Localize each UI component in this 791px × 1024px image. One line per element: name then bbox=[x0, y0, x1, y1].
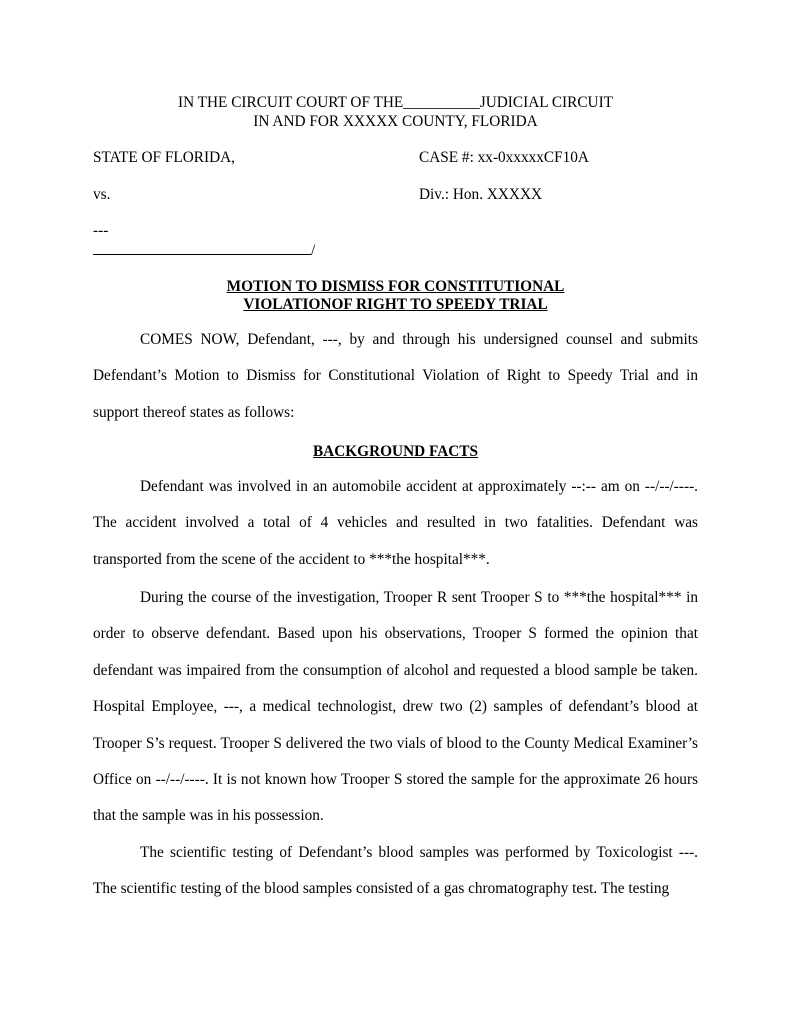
motion-title-line1: MOTION TO DISMISS FOR CONSTITUTIONAL bbox=[226, 278, 565, 295]
division-label: Div.: Hon. XXXXX bbox=[419, 186, 543, 203]
court-header-line2: IN AND FOR XXXXX COUNTY, FLORIDA bbox=[253, 113, 538, 130]
fact-paragraph-3: The scientific testing of Defendant’s blood samples was performed by Toxicologist ---. The scientific testing of the blood samples consisted of a gas chromatography test. The testing bbox=[93, 844, 698, 898]
versus-label: vs. bbox=[93, 186, 111, 203]
intro-paragraph: COMES NOW, Defendant, ---, by and through his undersigned counsel and submits Defendant’s Motion to Dismiss for Constitutional Violation of Right to Speedy Trial and in support thereof states as follows: bbox=[93, 331, 698, 421]
circuit-blank: __________ bbox=[403, 94, 480, 111]
section-heading: BACKGROUND FACTS bbox=[312, 443, 479, 460]
court-header-suffix: JUDICIAL CIRCUIT bbox=[479, 94, 614, 111]
court-header-prefix: IN THE CIRCUIT COURT OF THE bbox=[177, 94, 404, 111]
fact-paragraph-1: Defendant was involved in an automobile accident at approximately --:-- am on --/--/----. The accident involved a total of 4 vehicles and resulted in two fatalities. Defendant was transported from the scene of the accident to ***the hospital***. bbox=[93, 478, 698, 568]
caption-rule bbox=[93, 240, 311, 255]
caption-slash: / bbox=[311, 242, 316, 259]
motion-title-line2: VIOLATIONOF RIGHT TO SPEEDY TRIAL bbox=[243, 296, 548, 313]
case-number: CASE #: xx-0xxxxxCF10A bbox=[419, 149, 589, 166]
caption-signature-line bbox=[93, 240, 315, 260]
fact-paragraph-2: During the course of the investigation, Trooper R sent Trooper S to ***the hospital*** in order to observe defendant. Based upon his observations, Trooper S formed the opinion that defendant was impaired from the consumption of alcohol and requested a blood sample be taken. Hospital Employee, ---, a medical technologist, drew two (2) samples of defendant’s blood at Trooper S’s request. Trooper S delivered the two vials of blood to the County Medical Examiner’s Office on --/--/----. It is not known how Trooper S stored the sample for the approximate 26 hours that the sample was in his possession. bbox=[93, 589, 698, 825]
defendant-name: --- bbox=[93, 222, 109, 239]
court-header-line1 bbox=[93, 94, 698, 112]
plaintiff-name: STATE OF FLORIDA, bbox=[93, 149, 235, 166]
